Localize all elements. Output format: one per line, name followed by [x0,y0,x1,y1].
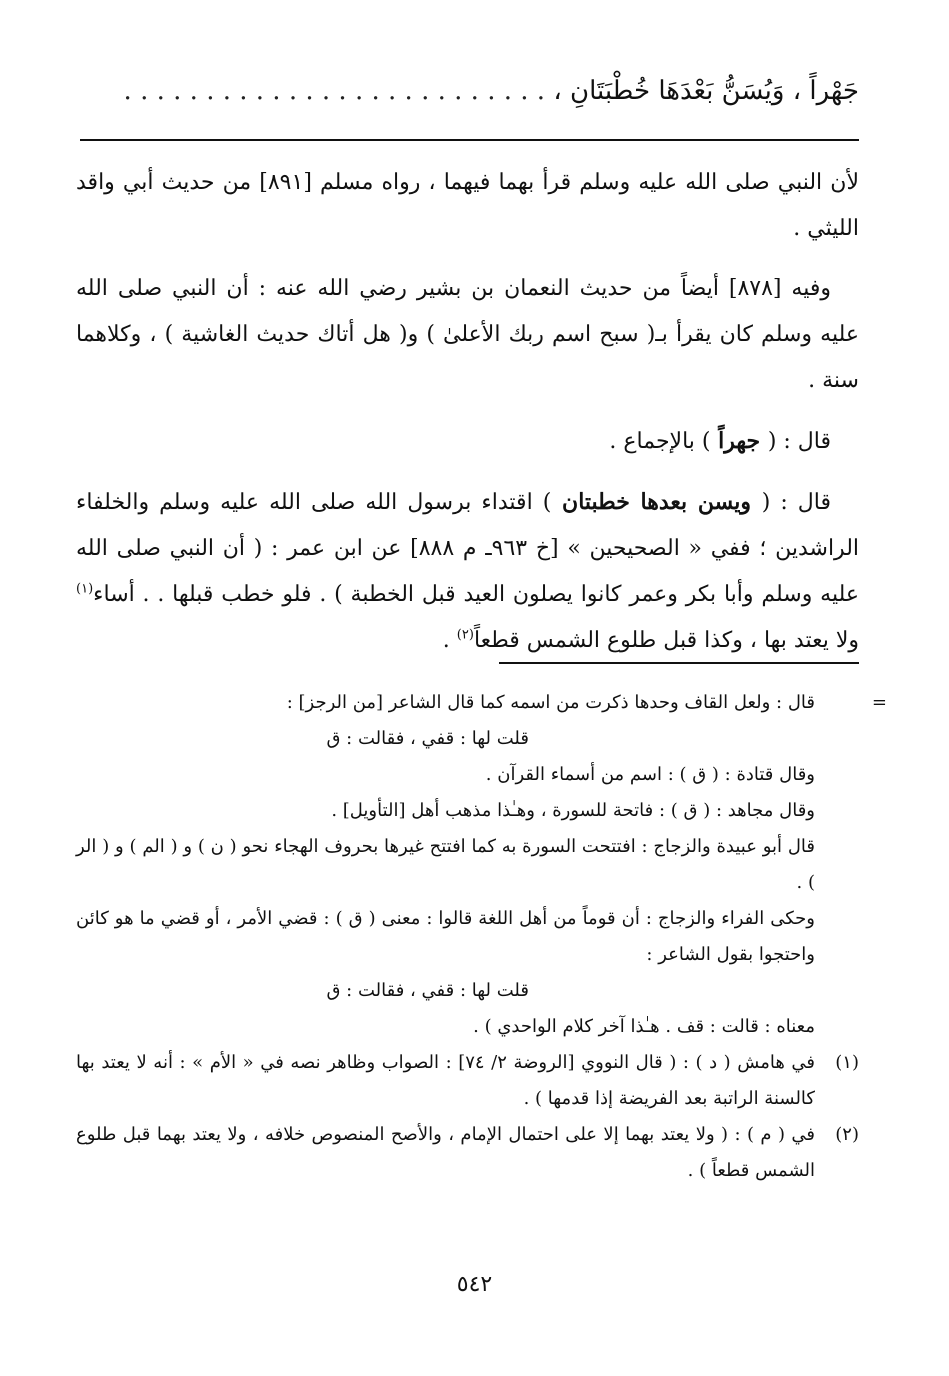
paragraph-3 [76,418,859,465]
p4-before: قال : ( [761,490,831,515]
footnote-ref-1[interactable]: (١) [76,581,94,597]
header-rule [80,139,859,141]
paragraph-2: وفيه [٨٧٨] أيضاً من حديث النعمان بن بشير رضي الله عنه : أن النبي صلى الله عليه وسلم كان يقرأ بـ( سبح اسم ربك الأعلىٰ ) و( هل أتاك حديث الغاشية ) ، وكلاهما سنة . [76,276,859,393]
p4-mid: ) اقتداء برسول الله صلى الله عليه وسلم والخلفاء الراشدين ؛ ففي « الصحيحين » [خ ٩٦٣ـ م ٨٨٨] عن ابن عمر : ( أن النبي صلى الله عليه وسلم وأبا بكر وعمر كانوا يصلون العيد قبل الخطبة ) . فلو خطب قبلها . . أساء [76,490,860,607]
page-number: ٥٤٢ [456,1272,493,1297]
footnote-separator [499,662,859,664]
note-line-6: معناه : قالت : قف . هـٰذا آخر كلام الواحدي ) . [473,1016,815,1037]
p3-bold: جهراً [710,428,768,454]
running-header [80,66,859,116]
paragraph-1: لأن النبي صلى الله عليه وسلم قرأ بهما فيهما ، رواه مسلم [٨٩١] من حديث أبي واقد الليثي . [76,170,859,241]
footnote-ref-2[interactable]: (٢) [456,627,474,643]
footnote-1-number: (١) [835,1052,859,1073]
p3-after: ) بالإجماع . [609,429,711,454]
main-text [76,160,859,678]
footnotes [76,685,887,1189]
footnote-1 [76,1045,859,1117]
note-line-1: قال : ولعل القاف وحدها ذكرت من اسمه كما قال الشاعر [من الرجز] : [286,692,815,713]
p4-close: . [442,628,457,653]
verse-line-2: قلت لها : قفي ، فقالت : ق [326,980,529,1001]
note-line-4: قال أبو عبيدة والزجاج : افتتحت السورة به كما افتتح غيرها بحروف الهجاء نحو ( ن ) و ( الم ) و ( الر ) . [76,836,815,893]
note-line-3: وقال مجاهد : ( ق ) : فاتحة للسورة ، وهـٰذا مذهب أهل [التأويل] . [331,800,815,821]
paragraph-4 [76,479,859,664]
footnote-2 [76,1117,859,1189]
continuation-mark: = [871,692,887,713]
note-line-2: وقال قتادة : ( ق ) : اسم من أسماء القرآن . [485,764,815,785]
p4-bold: ويسن بعدها خطبتان [551,489,762,515]
verse-line-1: قلت لها : قفي ، فقالت : ق [326,728,529,749]
header-leader-dots: . . . . . . . . . . . . . . . . . . . . . . . . . . [123,76,546,106]
header-title: جَهْراً ، وَيُسَنُّ بَعْدَهَا خُطْبَتَانِ ، [553,76,859,106]
p3-before: قال : ( [767,429,831,454]
footnote-2-number: (٢) [835,1124,859,1145]
p4-end: ولا يعتد بها ، وكذا قبل طلوع الشمس قطعاً [473,628,859,653]
note-line-5: وحكى الفراء والزجاج : أن قوماً من أهل اللغة قالوا : معنى ( ق ) : قضي الأمر ، أو قضي ما هو كائن واحتجوا بقول الشاعر : [76,908,815,965]
footnote-1-text: في هامش ( د ) : ( قال النووي [الروضة ٢/ ٧٤] : الصواب وظاهر نصه في « الأم » : أنه لا يعتد بها كالسنة الراتبة بعد الفريضة إذا قدمها ) . [76,1052,815,1109]
footnote-2-text: في ( م ) : ( ولا يعتد بهما إلا على احتمال الإمام ، والأصح المنصوص خلافه ، ولا يعتد بهما قبل طلوع الشمس قطعاً ) . [76,1124,815,1181]
